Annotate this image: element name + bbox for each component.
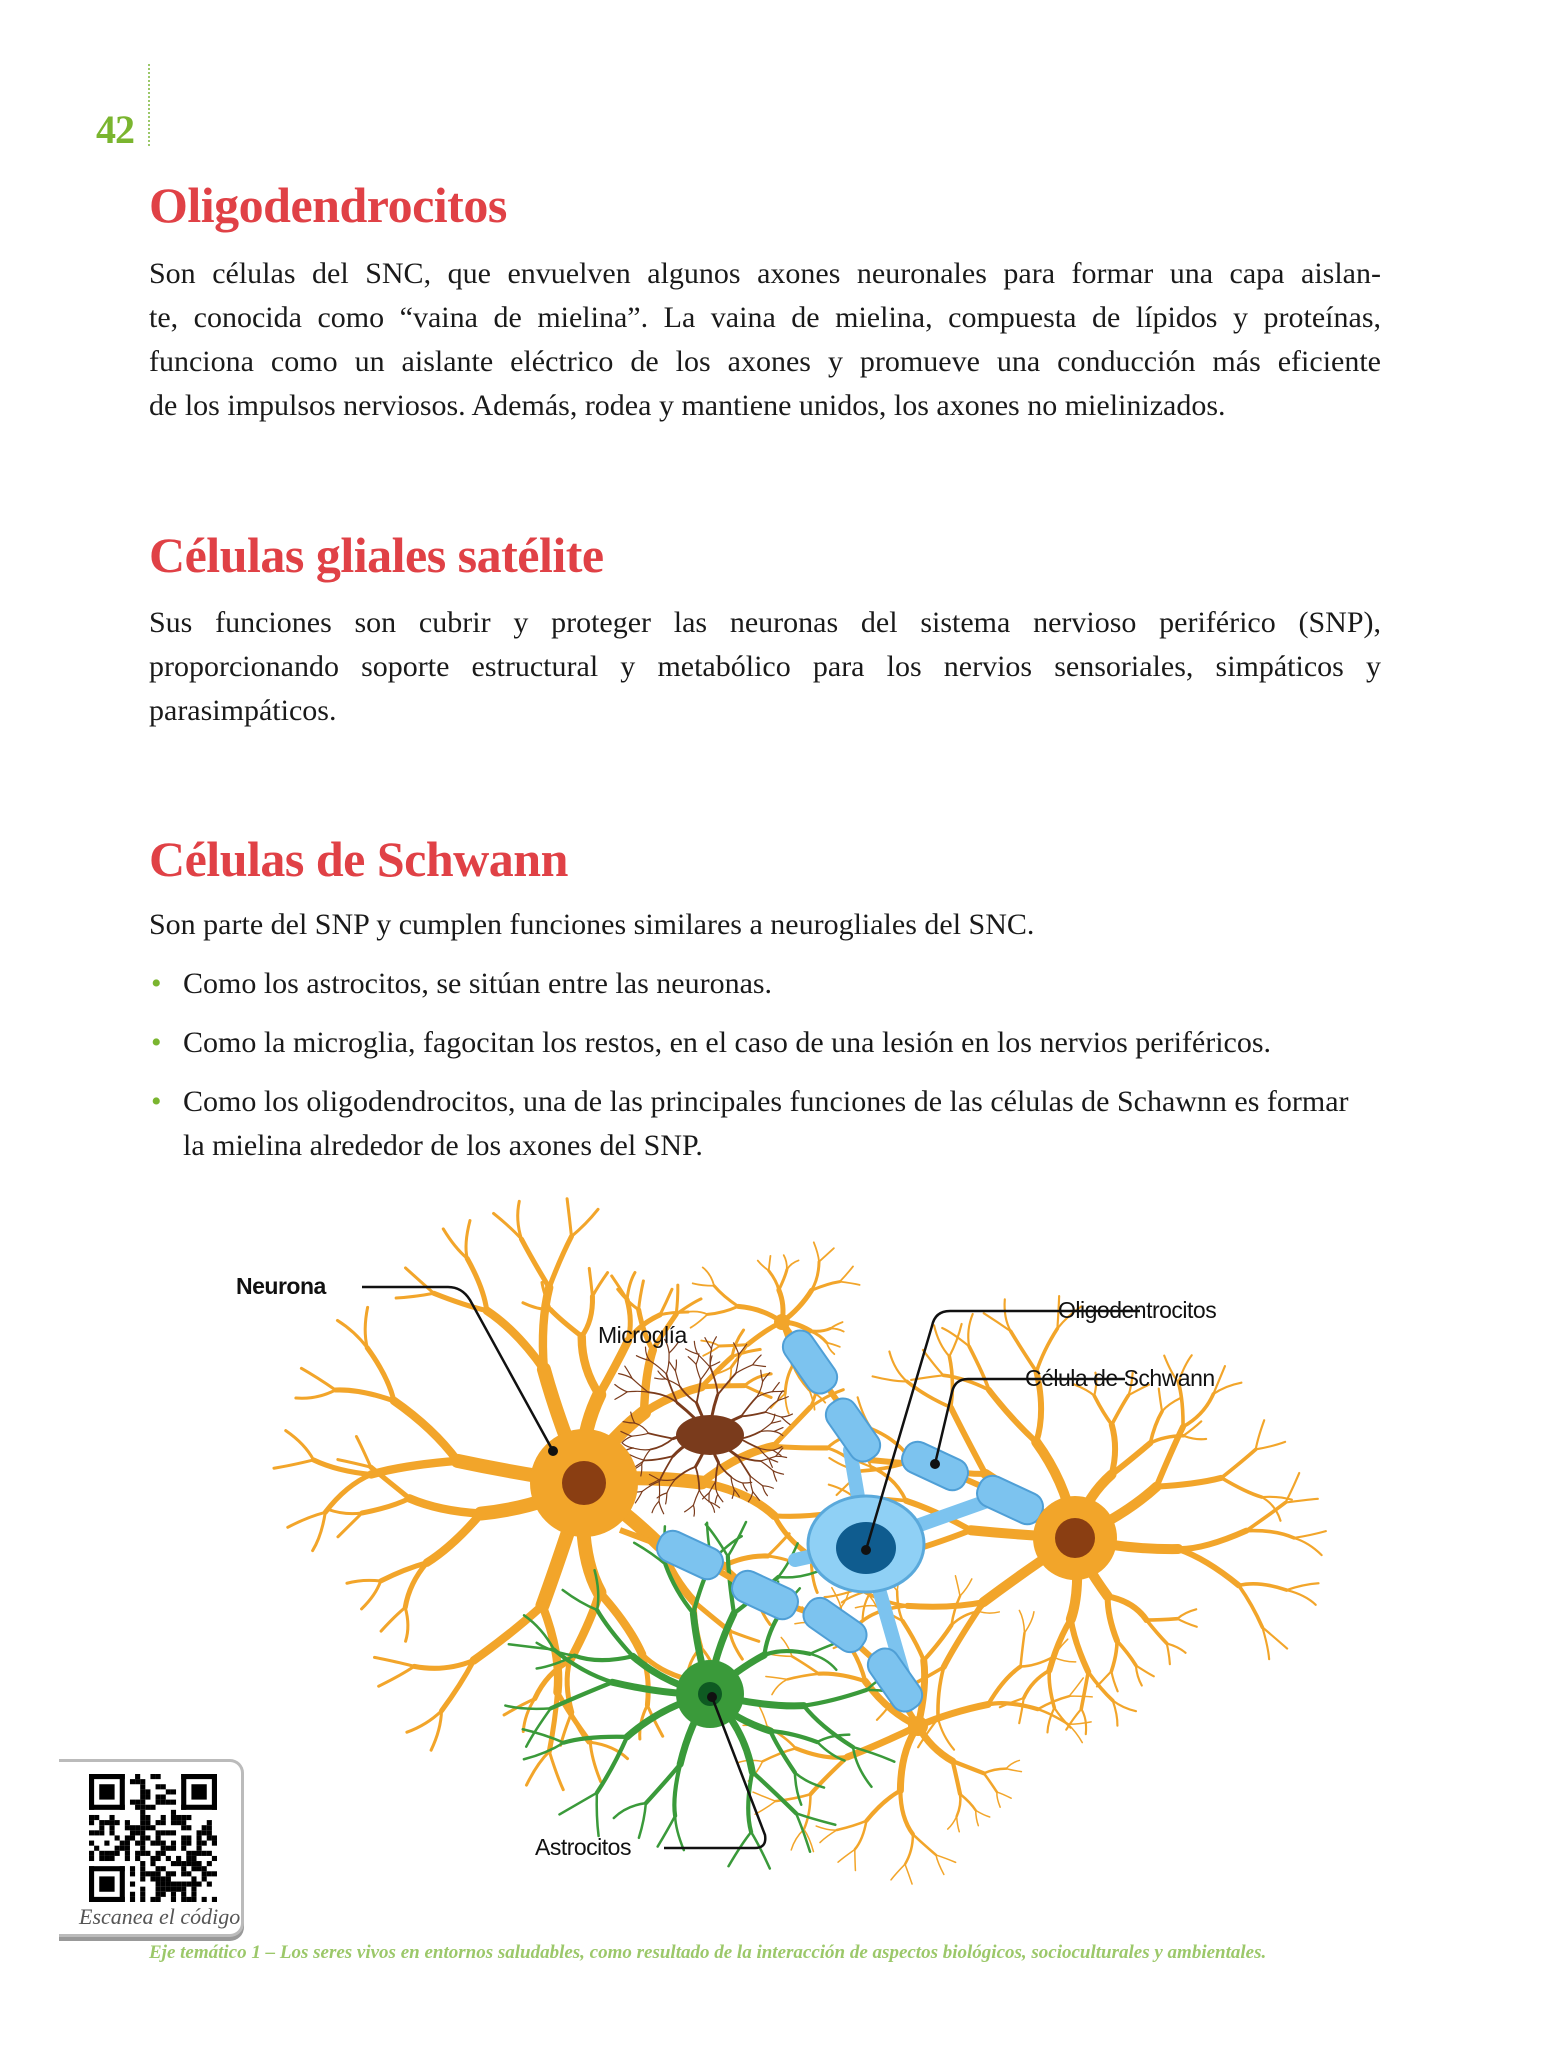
process-branch [1049,1619,1070,1670]
process-branch [1108,1596,1117,1641]
process-branch [736,1365,753,1374]
process-branch [796,1813,835,1825]
process-branch [356,1437,370,1468]
heading-celulas-de-schwann: Células de Schwann [149,831,568,887]
process-branch [505,1706,550,1709]
process-branch [936,1855,956,1862]
process-branch [325,1474,371,1512]
process-branch [943,1375,989,1390]
process-branch [1111,1671,1117,1691]
process-branch [676,1285,678,1314]
label-celula-de-schwann: Célula de Schwann [1025,1365,1215,1391]
qr-code-card[interactable] [59,1759,244,1937]
process-branch [693,1505,694,1516]
process-branch [526,1708,551,1746]
process-branch [362,1581,381,1609]
process-branch [1287,1590,1316,1605]
process-branch [816,1826,837,1830]
process-branch [730,1631,759,1641]
process-branch [650,1439,673,1450]
process-branch [1246,1531,1293,1538]
process-branch [641,1464,642,1476]
process-branch [335,1390,393,1401]
process-branch [769,1271,779,1290]
process-branch [365,1307,367,1347]
process-branch [752,1772,796,1813]
process-branch [720,1345,748,1346]
process-branch [953,1761,984,1773]
process-branch [632,1433,649,1436]
process-branch [710,1362,720,1367]
process-branch [599,1341,628,1395]
process-branch [743,1482,752,1483]
text-line: funciona como un aislante eléctrico de los axones y promueve una conducción más eficiente [149,345,1381,378]
process-branch [1239,1584,1287,1590]
process-branch [615,1392,627,1400]
process-branch [785,1365,793,1394]
process-branch [652,1501,659,1512]
process-branch [627,1273,635,1300]
process-branch [855,1606,876,1608]
process-branch [772,1679,788,1694]
process-branch [779,1270,787,1290]
label-astrocitos: Astrocitos [535,1834,631,1860]
process-branch [487,1311,544,1370]
process-branch [574,1656,632,1661]
process-branch [274,1460,314,1468]
process-branch [338,1460,371,1468]
text-line: Son células del SNC, que envuelven algunos axones neuronales para formar una capa aislan- [149,257,1381,290]
process-branch [434,1293,487,1310]
process-branch [984,1773,997,1792]
process-branch [1024,1612,1033,1633]
process-branch [953,1761,960,1794]
process-branch [773,1471,783,1474]
process-branch [1006,1760,1019,1768]
process-branch [778,1572,817,1578]
neuron-nucleus [562,1461,606,1505]
process-branch [1287,1583,1319,1590]
process-branch [758,1261,769,1271]
process-branch [1136,1665,1154,1676]
qr-caption: Escanea el código [79,1904,241,1929]
process-branch [375,1657,415,1666]
process-branch [427,1514,481,1563]
process-branch [518,1201,522,1239]
process-branch [474,1606,543,1661]
process-branch [675,1816,684,1850]
process-branch [1006,1769,1021,1772]
process-branch [740,1439,759,1448]
process-branch [1069,1696,1092,1697]
process-branch [1021,1633,1025,1667]
qr-code[interactable] [89,1774,217,1902]
process-branch [691,1314,708,1327]
process-branch [286,1431,314,1460]
process-branch [889,1352,907,1382]
process-branch [1177,1619,1196,1627]
process-branch [855,1849,856,1870]
process-branch [693,1283,714,1285]
process-branch [810,1654,837,1670]
process-branch [810,1757,847,1794]
process-branch [337,1320,367,1347]
process-branch [900,1791,913,1835]
process-branch [791,1829,804,1850]
process-branch [1047,1708,1054,1733]
process-branch [989,1390,1036,1442]
process-branch [313,1512,326,1550]
process-branch [549,1236,571,1287]
process-branch [715,1494,718,1503]
process-branch [693,1490,699,1505]
process-branch [1162,1398,1181,1411]
process-branch [1157,1478,1222,1487]
process-branch [830,1322,842,1328]
process-branch [787,1674,818,1680]
process-branch [997,1792,1000,1807]
process-branch [774,1428,783,1432]
process-branch [394,1401,458,1461]
text-line: te, conocida como “vaina de mielina”. La vaina de mielina, compuesta de lípidos y proteínas, [149,301,1381,334]
process-branch [703,1267,714,1285]
process-branch [328,1510,362,1514]
process-branch [1068,1724,1082,1742]
process-branch [675,1360,676,1371]
process-branch [776,1456,787,1457]
process-branch [1178,1549,1239,1585]
process-branch [770,1731,817,1742]
process-branch [804,1794,811,1829]
process-branch [840,1282,860,1285]
process-branch [765,1412,781,1417]
text-line: Sus funciones son cubrir y proteger las neuronas del sistema nervioso periférico (SNP), [149,606,1381,639]
bullet-text: Como la microglia, fagocitan los restos, en el caso de una lesión en los nervios periféricos. [183,1026,1272,1059]
process-branch [696,1364,701,1379]
process-branch [1183,1394,1213,1427]
text-line: de los impulsos nerviosos. Además, rodea y mantiene unidos, los axones no mielinizados. [149,389,1226,422]
process-branch [1024,1670,1050,1698]
process-branch [997,1792,1011,1798]
process-branch [615,1384,627,1391]
process-branch [751,1832,770,1868]
microglia-soma [676,1415,744,1455]
process-branch [659,1501,664,1514]
process-branch [830,1328,843,1331]
process-branch [414,1660,474,1668]
process-branch [891,1864,905,1880]
process-branch [582,1336,600,1394]
process-branch [633,1448,650,1450]
label-oligodendrocitos: Oligodentrocitos [1058,1297,1217,1323]
process-branch [644,1456,673,1460]
process-branch [614,1803,646,1818]
process-branch [819,1248,834,1262]
heading-celulas-gliales-satelite: Células gliales satélite [149,527,604,583]
process-branch [913,1834,936,1855]
process-branch [1094,1396,1112,1425]
process-branch [639,1803,646,1838]
process-branch [957,1794,961,1817]
process-branch [549,1692,557,1751]
process-branch [960,1579,972,1596]
process-branch [1081,1672,1088,1709]
process-branch [406,1268,434,1293]
process-branch [938,1667,944,1718]
process-branch [774,1431,783,1435]
heading-oligodendrocitos: Oligodendrocitos [149,177,507,233]
process-branch [792,1656,819,1673]
paragraph-schwann-intro: Son parte del SNP y cumplen funciones similares a neurogliales del SNC. [149,908,1035,941]
process-branch [1069,1678,1083,1696]
process-branch [731,1477,743,1483]
process-branch [804,1690,866,1706]
small-neuron-soma [774,1314,790,1330]
process-branch [812,1262,819,1291]
process-branch [755,1801,775,1814]
process-branch [905,1864,912,1884]
process-branch [347,1580,381,1583]
process-branch [466,1221,470,1259]
process-branch [732,1349,760,1356]
process-branch [988,1703,1038,1709]
process-branch [960,1794,976,1811]
process-branch [296,1390,336,1398]
process-branch [1108,1596,1147,1620]
process-branch [976,1810,979,1825]
process-branch [903,1621,924,1661]
neuron-nucleus-right [1055,1518,1095,1558]
process-branch [770,1654,792,1656]
process-branch [787,1260,799,1269]
process-branch [923,1350,943,1375]
process-branch [590,1742,600,1781]
process-branch [371,1461,457,1475]
process-branch [979,1611,1000,1613]
process-branch [764,1651,809,1655]
process-branch [407,1711,442,1732]
process-branch [718,1494,723,1501]
process-branch [381,1607,405,1631]
process-branch [796,1748,848,1757]
label-neurona: Neurona [236,1273,326,1299]
process-branch [837,1821,867,1830]
process-branch [753,1792,775,1801]
text-line: parasimpáticos. [149,694,337,727]
process-branch [705,1338,712,1349]
process-branch [443,1229,467,1258]
process-branch [571,1209,598,1236]
process-branch [766,1676,788,1679]
process-branch [314,1460,372,1475]
process-branch [666,1353,669,1374]
process-branch [1167,1643,1170,1664]
process-branch [1256,1442,1285,1449]
process-branch [405,1607,408,1641]
process-branch [694,1341,697,1354]
process-branch [559,1793,596,1815]
process-branch [763,1486,774,1488]
process-branch [760,1431,774,1432]
process-branch [362,1498,409,1513]
process-branch [1183,1436,1206,1440]
process-branch [639,1281,644,1310]
process-branch [795,1773,824,1788]
process-branch [1239,1585,1263,1627]
bullet-icon: • [151,1085,162,1118]
process-branch [1177,1609,1196,1618]
process-branch [988,1667,1020,1705]
process-branch [753,1365,766,1367]
process-branch [338,1513,362,1537]
process-branch [784,1255,787,1270]
process-branch [1256,1420,1264,1449]
process-branch [750,1476,763,1486]
process-branch [968,1314,972,1346]
process-branch [976,1810,990,1817]
process-branch [567,1199,571,1237]
process-branch [1081,1709,1086,1734]
process-branch [627,1391,648,1392]
process-branch [957,1816,960,1831]
process-branch [1111,1641,1117,1671]
process-branch [1167,1643,1186,1652]
footer-theme-line: Eje temático 1 – Los seres vivos en entornos saludables, como resultado de la interacción de aspectos biológicos, socioculturales y ambientales. [149,1942,1267,1963]
process-branch [648,1433,673,1438]
process-branch [955,1576,960,1596]
process-branch [1147,1619,1178,1620]
process-branch [301,1368,335,1390]
process-branch [658,1816,675,1847]
process-branch [1221,1449,1255,1477]
process-branch [918,1704,988,1726]
process-branch [686,1312,707,1315]
process-branch [838,1849,855,1862]
process-branch [741,1397,756,1416]
process-branch [840,1266,853,1281]
myelin-sheath [777,1325,842,1399]
process-branch [768,1534,789,1556]
process-branch [1019,1610,1024,1632]
process-branch [866,1791,900,1821]
process-branch [659,1482,660,1502]
process-branch [660,1289,672,1315]
bullet-icon: • [151,967,162,1000]
process-branch [1071,1619,1088,1672]
process-branch [948,1816,957,1829]
process-branch [753,1355,761,1365]
process-branch [582,1296,593,1336]
process-branch [379,1666,415,1686]
bullet-icon: • [151,1026,162,1059]
myelin-sheath [972,1471,1047,1529]
myelin-sheath [652,1526,727,1584]
process-branch [814,1242,819,1261]
process-branch [819,1674,865,1682]
process-branch [688,1357,696,1365]
process-branch [743,1483,747,1491]
process-branch [984,1769,1006,1774]
process-branch [1117,1641,1136,1666]
process-branch [781,1637,792,1656]
process-branch [685,1505,694,1512]
process-branch [1112,1425,1116,1475]
process-branch [642,1450,651,1465]
process-branch [549,1751,563,1789]
process-branch [288,1512,326,1527]
page-number: 42 [96,107,134,152]
process-branch [708,1306,739,1314]
process-branch [1019,1698,1024,1723]
process-branch [550,1309,581,1336]
process-branch [905,1834,913,1864]
bullet-text: Como los oligodendrocitos, una de las principales funciones de las células de Schawnn es formar la mielina alrededor de los axones del SNP. [183,1085,1349,1162]
process-branch [769,1256,771,1271]
process-branch [1294,1538,1322,1555]
process-branch [666,1493,667,1504]
process-branch [1178,1531,1246,1549]
process-branch [773,1407,811,1446]
process-branch [1112,1395,1129,1424]
bullet-text: Como los astrocitos, se sitúan entre las neuronas. [183,967,773,1000]
process-branch [907,1602,983,1607]
process-branch [728,1522,746,1556]
process-branch [589,1268,592,1296]
process-branch [1147,1620,1167,1643]
process-branch [669,1362,675,1371]
process-branch [521,1239,549,1287]
process-branch [1053,1657,1076,1662]
process-branch [597,1793,599,1836]
process-branch [781,1417,790,1424]
process-branch [567,1661,572,1712]
process-branch [714,1286,738,1307]
text-line: proporcionando soporte estructural y metabólico para los nervios sensoriales, simpáticos y [149,650,1381,683]
process-branch [772,1383,779,1392]
process-branch [763,1486,768,1496]
process-branch [1221,1478,1261,1497]
process-branch [781,1414,792,1417]
process-branch [1294,1531,1326,1538]
process-branch [701,1341,719,1346]
process-branch [409,1498,480,1513]
process-branch [396,1293,434,1298]
small-neuron-soma-bottom [908,1716,928,1736]
process-branch [657,1493,667,1498]
process-branch [820,1830,837,1843]
process-branch [592,1273,607,1297]
process-branch [774,1516,811,1556]
process-branch [938,1718,954,1749]
label-microglia: Microglía [598,1322,687,1348]
